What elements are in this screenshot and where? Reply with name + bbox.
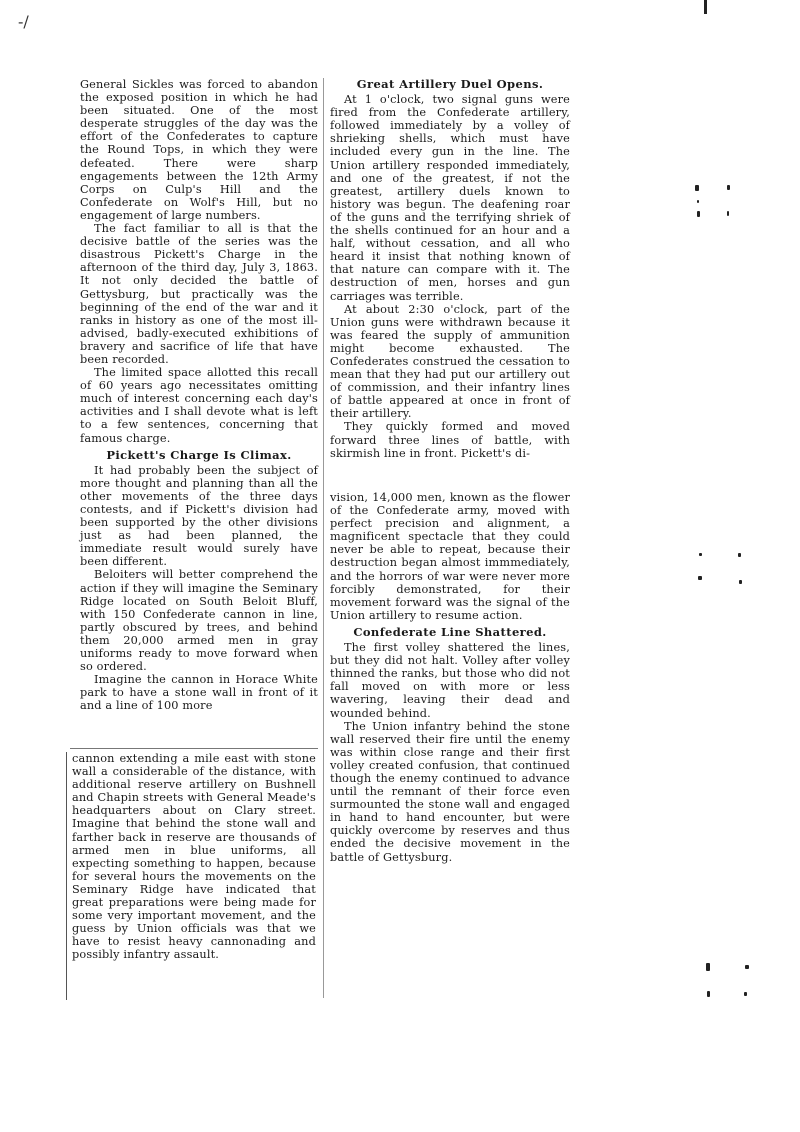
margin-speck xyxy=(695,185,699,191)
paragraph: The fact familiar to all is that the decisive battle of the series was the disastrous Pickett's Charge in the afternoon of the third day, July 3, 1863. It not only decided the battle of Gettysburg, but practically was the beginning of the end of the war and it ranks in history as one of the most ill-advised, badly-executed exhibitions of bravery and sacrifice of life that have been recorded. xyxy=(80,222,318,366)
left-column-bottom xyxy=(72,752,316,962)
paragraph: At about 2:30 o'clock, part of the Union guns were withdrawn because it was feared the supply of ammunition might become exhausted. The Confederates construed the cessation to mean that they had put our artillery out of commission, and their infantry lines of battle appeared at once in front of their artillery. xyxy=(330,302,570,421)
paragraph: General Sickles was forced to abandon the exposed position in which he had been situated. One of the most desperate struggles of the day was the effort of the Confederates to capture the Round Tops, in which they were defeated. There were sharp engagements between the 12th Army Corps on Culp's Hill and the Confederate on Wolf's Hill, but no engagement of large numbers. xyxy=(80,78,318,222)
column-divider-horizontal xyxy=(70,748,318,749)
paragraph: They quickly formed and moved forward three lines of battle, with skirmish line in front. Pickett's di- xyxy=(330,420,570,460)
margin-speck xyxy=(697,200,699,203)
column-rule xyxy=(323,78,324,998)
subheading-artillery-duel: Great Artillery Duel Opens. xyxy=(356,77,544,91)
margin-speck xyxy=(745,965,749,969)
left-column-top xyxy=(80,78,318,713)
right-column-bottom xyxy=(330,491,570,864)
paragraph: Imagine the cannon in Horace White park to have a stone wall in front of it and a line of 100 more xyxy=(80,673,318,713)
top-right-mark xyxy=(704,0,707,14)
margin-speck xyxy=(697,211,700,217)
paragraph: It had probably been the subject of more thought and planning than all the other movements of the three days contests, and if Pickett's division had been supported by the other divisions just as had been planned, the immediate result would surely have been different. xyxy=(80,463,318,569)
margin-speck xyxy=(738,553,741,557)
left-column-border xyxy=(66,752,67,1000)
subheading-picketts-charge: Pickett's Charge Is Climax. xyxy=(106,447,292,462)
paragraph: The limited space allotted this recall of 60 years ago necessitates omitting much of interest concerning each day's activities and I shall devote what is left to a few sentences, concerning that famous charge. xyxy=(80,366,318,445)
paragraph: Beloiters will better comprehend the action if they will imagine the Seminary Ridge located on South Beloit Bluff, with 150 Confederate cannon in line, partly obscured by trees, and behind them 20,000 armed men in gray uniforms ready to move forward when so ordered. xyxy=(80,568,318,674)
margin-speck xyxy=(739,580,742,584)
corner-mark: -/ xyxy=(18,12,29,31)
right-column-top xyxy=(330,78,570,460)
paragraph: The first volley shattered the lines, but they did not halt. Volley after volley thinned the ranks, but those who did not fall moved on with more or less wavering, leaving their dead and wounded behind. xyxy=(330,641,570,720)
margin-speck xyxy=(727,185,730,190)
paragraph: vision, 14,000 men, known as the flower of the Confederate army, moved with perfect precision and alignment, a magnificent spectacle that they could never be able to repeat, because their destruction began almost immmediately, and the horrors of war were never more forcibly demonstrated, for their movement forward was the signal of the Union artillery to resume action. xyxy=(330,491,570,622)
paragraph: At 1 o'clock, two signal guns were fired from the Confederate artillery, followed immediately by a volley of shrieking shells, which must have included every gun in the line. The Union artillery responded immediately, and one of the greatest, if not the greatest, artillery duels known to history was begun. The deafening roar of the guns and the terrifying shriek of the shells continued for an hour and a half, without cessation, and all who heard it insist that nothing known of that nature can compare with it. The destruction of men, horses and gun carriages was terrible. xyxy=(330,93,570,303)
margin-speck xyxy=(727,211,729,216)
margin-speck xyxy=(744,992,747,996)
paragraph: The Union infantry behind the stone wall reserved their fire until the enemy was within close range and their first volley created confusion, that continued though the enemy continued to advance until the remnant of their force even surmounted the stone wall and engaged in hand to hand encounter, but were quickly overcome by reserves and thus ended the decisive movement in the battle of Gettysburg. xyxy=(330,719,570,864)
subheading-line-shattered: Confederate Line Shattered. xyxy=(353,624,547,639)
margin-speck xyxy=(707,991,710,997)
paragraph: cannon extending a mile east with stone wall a considerable of the distance, with additional reserve artillery on Bushnell and Chapin streets with General Meade's headquarters about on Clary street. Imagine that behind the stone wall and farther back in reserve are thousands of armed men in blue uniforms, all expecting something to happen, because for several hours the movements on the Seminary Ridge have indicated that great preparations were being made for some very important movement, and the guess by Union officials was that we have to resist heavy cannonading and possibly infantry assault. xyxy=(72,752,316,962)
margin-speck xyxy=(699,553,702,556)
margin-speck xyxy=(698,576,702,580)
margin-speck xyxy=(706,963,710,971)
